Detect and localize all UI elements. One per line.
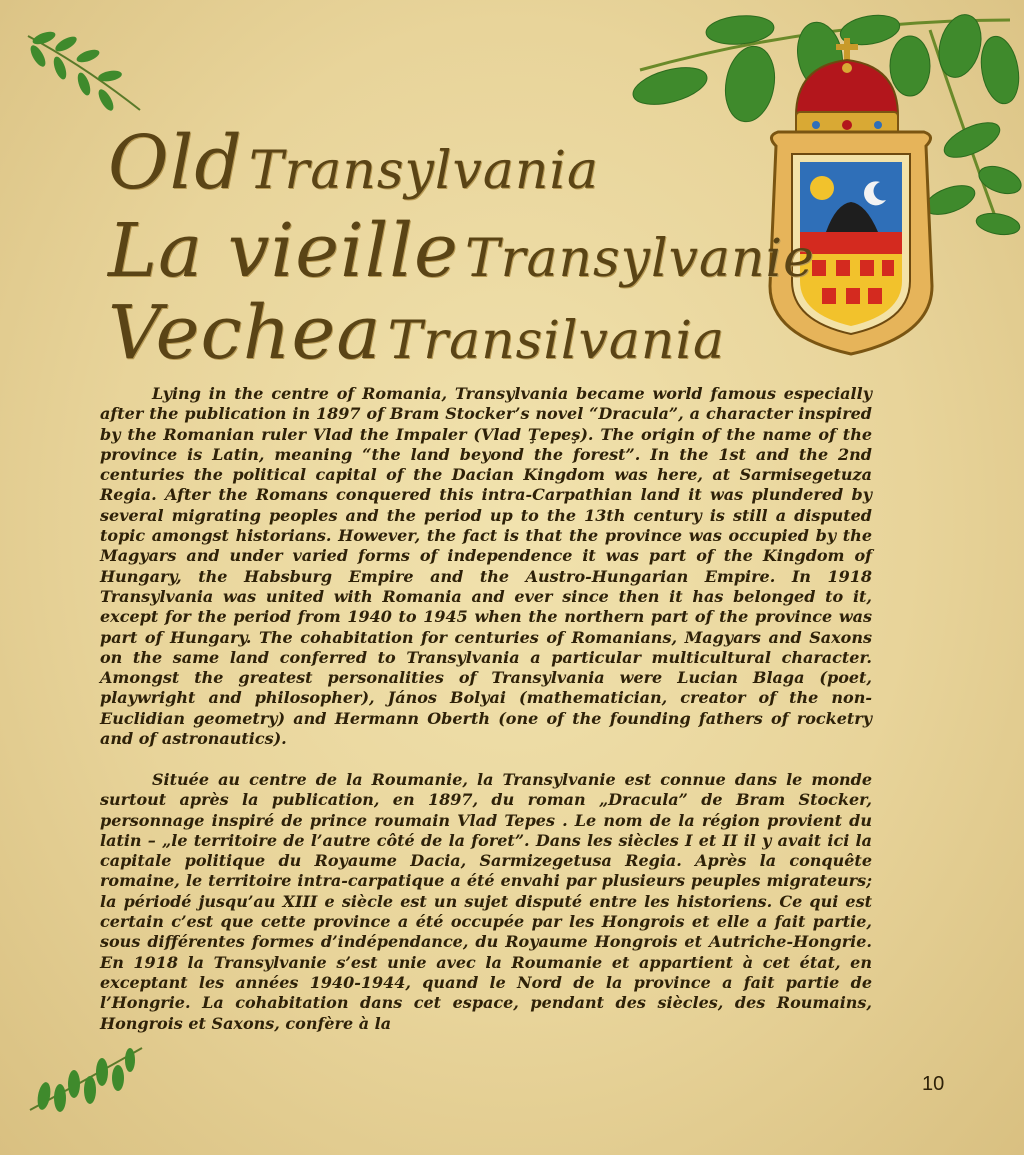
- title-word: La vieille: [108, 208, 459, 294]
- title-line-english: [108, 120, 599, 206]
- title-line-french: [108, 208, 815, 294]
- title-word: Old: [108, 120, 243, 206]
- title-word: Vechea: [108, 290, 382, 376]
- title-word: Transilvania: [387, 311, 726, 371]
- coat-of-arms-icon: [756, 36, 946, 358]
- leaf-branch-icon: [26, 1040, 146, 1120]
- french-paragraph: [100, 770, 872, 1034]
- title-line-romanian: [108, 290, 725, 376]
- leaf-branch-icon: [24, 26, 144, 116]
- title-word: Transylvanie: [464, 229, 815, 289]
- paragraph-text: Lying in the centre of Romania, Transylvania became world famous especially after the publication in 1897 of Bram Stocker’s novel “Dracula”, a character inspired by the Romanian ruler Vlad the Impaler (Vlad Ţepeş). The origin of the name of the province is Latin, meaning “the land beyond the forest”. In the 1st and the 2nd centuries the political capital of the Dacian Kingdom was here, at Sarmisegetuza Regia. After the Romans conquered this intra-Carpathian land it was plundered by several migrating peoples and the period up to the 13th century is still a disputed topic amongst historians. However, the fact is that the province was occupied by the Magyars and under varied forms of independence it was part of the Kingdom of Hungary, the Habsburg Empire and the Austro-Hungarian Empire. In 1918 Transylvania was united with Romania and ever since then it has belonged to it, except for the period from 1940 to 1945 when the northern part of the province was part of Hungary. The cohabitation for centuries of Romanians, Magyars and Saxons on the same land conferred to Transylvania a particular multicultural character. Amongst the greatest personalities of Transylvania were Lucian Blaga (poet, playwright and philosopher), János Bolyai (mathematician, creator of the non-Euclidian geometry) and Hermann Oberth (one of the founding fathers of rocketry and of astronautics).: [100, 384, 872, 749]
- crown-icon: [796, 38, 898, 138]
- title-word: Transylvania: [248, 141, 600, 201]
- paragraph-text: Située au centre de la Roumanie, la Transylvanie est connue dans le monde surtout après la publication, en 1897, du roman „Dracula” de Bram Stocker, personnage inspiré de prince roumain Vlad Tepes . Le nom de la région provient du latin – „le territoire de l’autre côté de la foret”. Dans les siècles I et II il y avait ici la capitale politique du Royaume Dacia, Sarmizegetusa Regia. Après la conquête romaine, le territoire intra-carpatique a été envahi par plusieurs peuples migrateurs; la périodé jusqu’au XIII e siècle est un sujet disputé entre les historiens. Ce qui est certain c’est que cette province a été occupée par les Hongrois et elle a fait partie, sous différentes formes d’indépendance, du Royaume Hongrois et Autriche-Hongrie. En 1918 la Transylvanie s’est unie avec la Roumanie et appartient à cet état, en exceptant les années 1940-1944, quand le Nord de la province a fait partie de l’Hongrie. La cohabitation dans cet espace, pendant des siècles, des Roumains, Hongrois et Saxons, confère à la: [100, 770, 872, 1033]
- page-number: 10: [922, 1073, 945, 1095]
- english-paragraph: [100, 384, 872, 749]
